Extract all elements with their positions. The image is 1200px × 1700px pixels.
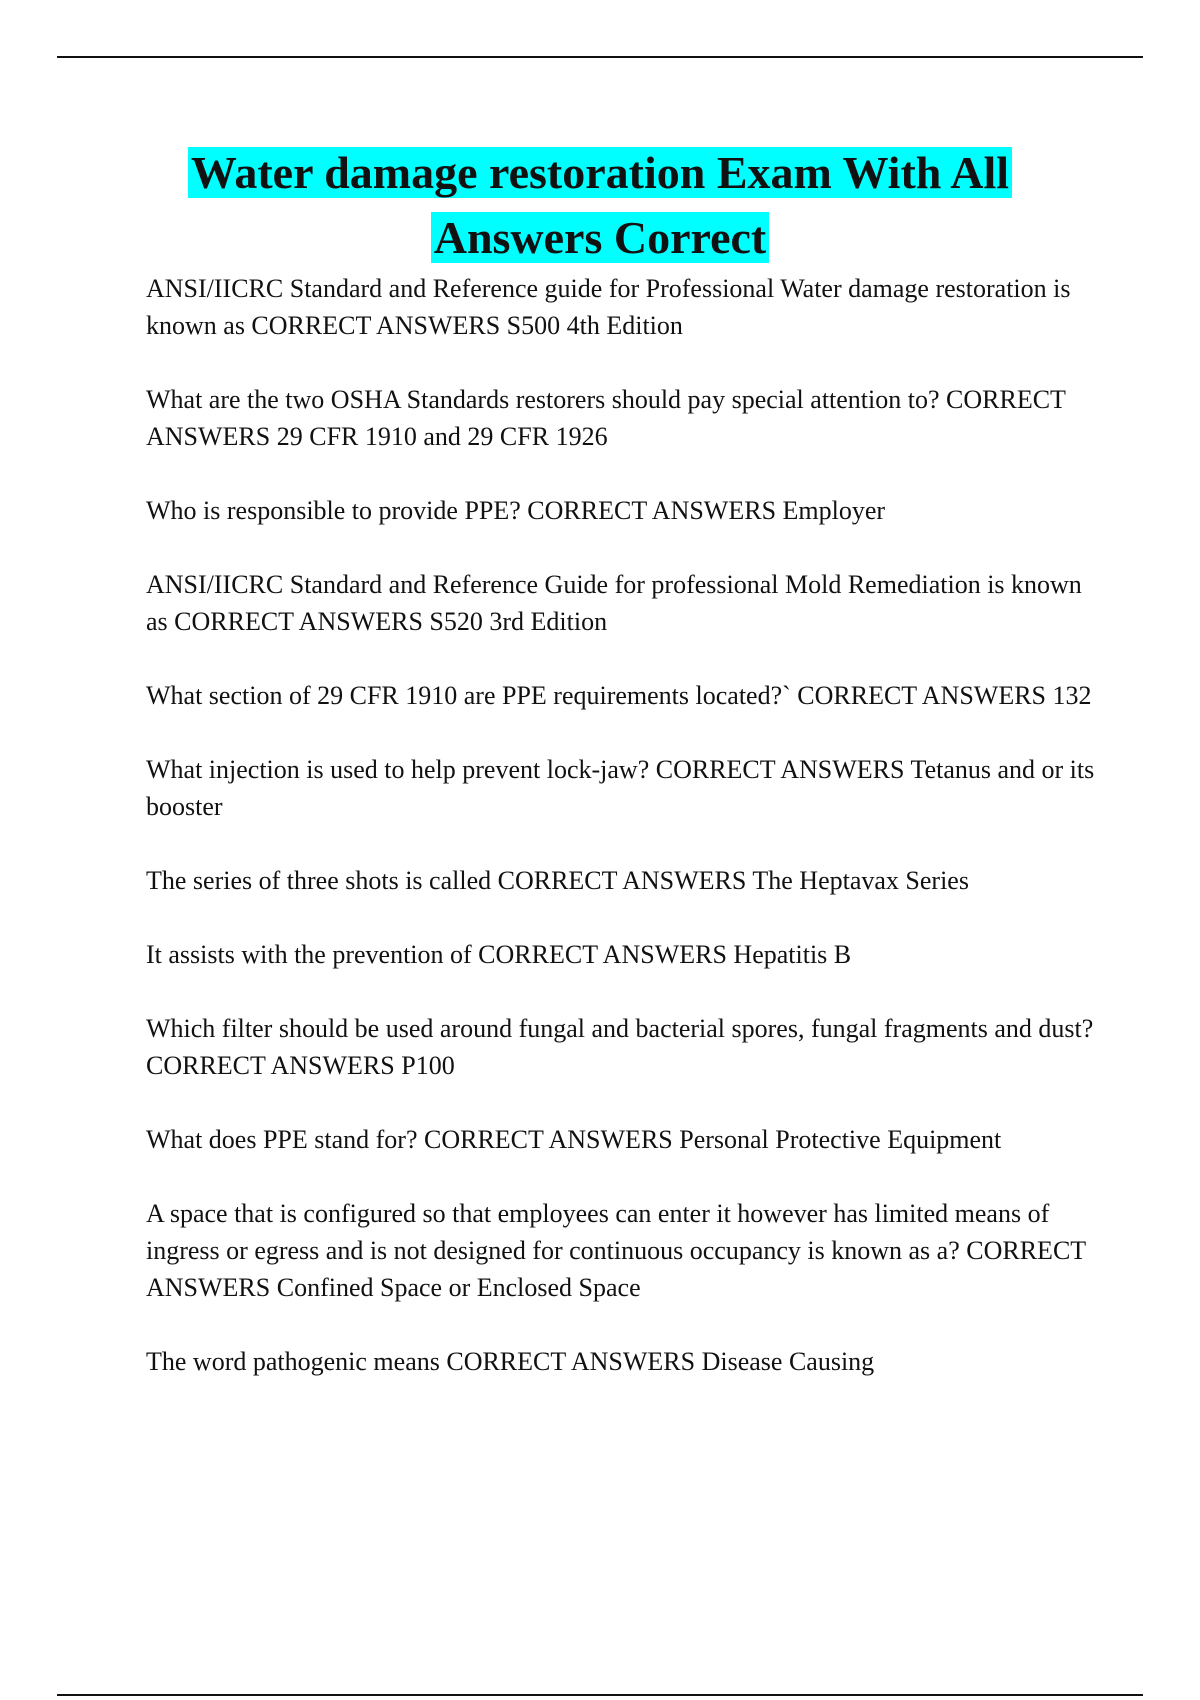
qa-item-4: ANSI/IICRC Standard and Reference Guide for professional Mold Remediation is known as CORRECT ANSWERS S520 3rd Edition — [146, 570, 1082, 636]
qa-item-6: What injection is used to help prevent lock-jaw? CORRECT ANSWERS Tetanus and or its booster — [146, 755, 1095, 821]
qa-item-5: What section of 29 CFR 1910 are PPE requirements located?` CORRECT ANSWERS 132 — [146, 681, 1092, 710]
footer-rule — [57, 1694, 1143, 1696]
title-line-2: Answers Correct — [431, 212, 770, 263]
qa-item-9: Which filter should be used around fungal and bacterial spores, fungal fragments and dust? CORRECT ANSWERS P100 — [146, 1014, 1094, 1080]
question-answer-list — [146, 270, 1106, 1417]
qa-item-10: What does PPE stand for? CORRECT ANSWERS Personal Protective Equipment — [146, 1125, 1002, 1154]
qa-item-8: It assists with the prevention of CORRECT ANSWERS Hepatitis B — [146, 940, 852, 969]
qa-item-12: The word pathogenic means CORRECT ANSWERS Disease Causing — [146, 1347, 875, 1376]
qa-item-2: What are the two OSHA Standards restorers should pay special attention to? CORRECT ANSWERS 29 CFR 1910 and 29 CFR 1926 — [146, 385, 1066, 451]
qa-item-11: A space that is configured so that employees can enter it however has limited means of ingress or egress and is not designed for continuous occupancy is known as a? CORRECT ANSWERS Confined Space or Enclosed Space — [146, 1199, 1086, 1302]
qa-item-3: Who is responsible to provide PPE? CORRECT ANSWERS Employer — [146, 496, 886, 525]
qa-item-7: The series of three shots is called CORRECT ANSWERS The Heptavax Series — [146, 866, 969, 895]
qa-item-1: ANSI/IICRC Standard and Reference guide for Professional Water damage restoration is known as CORRECT ANSWERS S500 4th Edition — [146, 274, 1071, 340]
document-title — [100, 140, 1100, 270]
header-rule — [57, 56, 1143, 58]
title-line-1: Water damage restoration Exam With All — [188, 147, 1012, 198]
